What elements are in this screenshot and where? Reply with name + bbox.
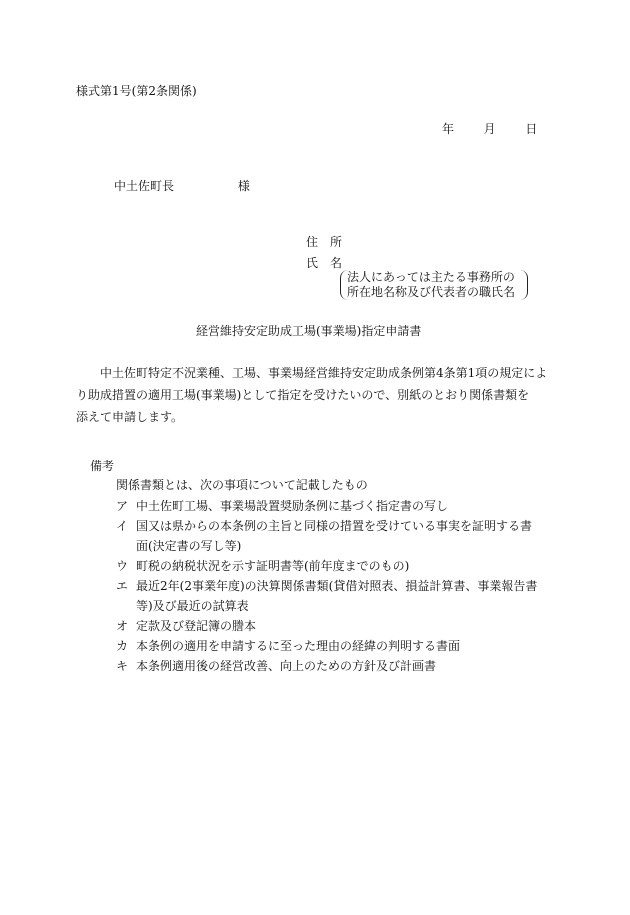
- notes-heading: 備考: [90, 459, 115, 473]
- date-month: 月: [483, 122, 496, 136]
- address-label: 住 所: [306, 235, 343, 249]
- note-text: 本条例の適用を申請するに至った理由の経緯の判明する書面: [136, 639, 461, 653]
- note-continuation: 等)及び最近の試算表: [136, 599, 249, 613]
- date-day: 日: [525, 122, 538, 136]
- form-number: 様式第1号(第2条関係): [76, 84, 197, 98]
- name-label: 氏 名: [306, 256, 343, 270]
- note-item: [116, 636, 460, 657]
- note-item: [116, 656, 436, 677]
- note-key: ア: [116, 499, 129, 513]
- note-text: 国又は県からの本条例の主旨と同様の措置を受けている事実を証明する書: [136, 519, 533, 533]
- note-item: [116, 496, 448, 517]
- note-text: 最近2年(2事業年度)の決算関係書類(貸借対照表、損益計算書、事業報告書: [136, 579, 538, 593]
- corporate-note-line2: 所在地名称及び代表者の職氏名: [347, 285, 516, 299]
- note-item: [116, 516, 532, 537]
- note-key: キ: [116, 659, 129, 673]
- note-key: ウ: [116, 559, 129, 573]
- notes-intro: 関係書類とは、次の事項について記載したもの: [116, 478, 368, 492]
- note-key: カ: [116, 639, 129, 653]
- corporate-note-line1: 法人にあっては主たる事務所の: [347, 270, 515, 284]
- addressee: [114, 180, 250, 192]
- note-item: [116, 556, 409, 577]
- addressee-name: 中土佐町長: [114, 179, 175, 193]
- addressee-honorific: 様: [237, 179, 250, 193]
- document-title: 経営維持安定助成工場(事業場)指定申請書: [196, 324, 422, 338]
- note-item: [116, 616, 256, 637]
- note-text: 中土佐町工場、事業場設置奨励条例に基づく指定書の写し: [136, 499, 449, 513]
- date-line: [442, 123, 537, 135]
- body-line: り助成措置の適用工場(事業場)として指定を受けたいので、別紙のとおり関係書類を: [76, 388, 530, 402]
- note-key: オ: [116, 619, 129, 633]
- note-item: [116, 576, 537, 597]
- note-continuation: 面(決定書の写し等): [136, 539, 242, 553]
- note-text: 町税の納税状況を示す証明書等(前年度までのもの): [136, 559, 410, 573]
- body-line: 添えて申請します。: [76, 410, 184, 424]
- body-paragraph: [76, 362, 547, 428]
- note-text: 本条例適用後の経営改善、向上のための方針及び計画書: [136, 659, 437, 673]
- corporate-note-bracket: [340, 270, 528, 300]
- body-line: 中土佐町特定不況業種、工場、事業場経営維持安定助成条例第4条第1項の規定によ: [100, 366, 548, 380]
- note-text: 定款及び登記簿の謄本: [136, 619, 257, 633]
- date-year: 年: [442, 122, 455, 136]
- note-key: エ: [116, 579, 129, 593]
- note-key: イ: [116, 519, 129, 533]
